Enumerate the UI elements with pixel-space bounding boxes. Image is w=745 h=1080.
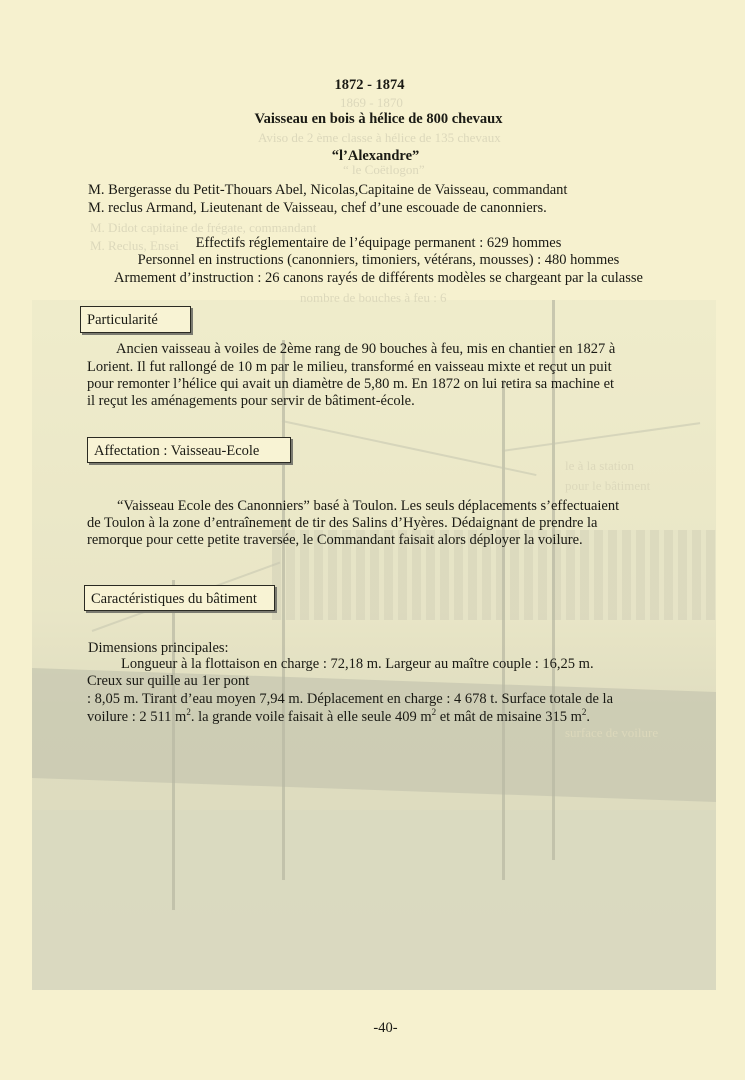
dimensions-line: : 8,05 m. Tirant d’eau moyen 7,94 m. Déplacement en charge : 4 678 t. Surface totale de la: [87, 691, 614, 707]
ghost-text: Aviso de 2 ème classe à hélice de 135 chevaux: [258, 130, 501, 145]
page-years: 1872 - 1874: [334, 77, 405, 93]
ghost-text: M. Didot capitaine de frégate, commandant: [90, 220, 317, 235]
ship-name: “l’Alexandre”: [331, 148, 420, 164]
period-text: .: [586, 709, 591, 725]
mainsail-text: . la grande voile faisait à elle seule 409 m: [190, 709, 432, 725]
superscript: 2: [186, 707, 191, 718]
ghost-text: surface de voilure: [565, 725, 659, 740]
ghost-text: M. Reclus, Ensei: [90, 238, 179, 253]
dimensions-line: Creux sur quille au 1er pont: [87, 673, 250, 689]
ship-subtitle: Vaisseau en bois à hélice de 800 chevaux: [254, 111, 503, 127]
section-label-caracteristiques: Caractéristiques du bâtiment: [84, 585, 275, 611]
superscript: 2: [581, 707, 587, 718]
particularite-line: pour remonter l’hélice qui avait un diamètre de 5,80 m. En 1872 on lui retira sa machine et: [87, 376, 615, 392]
officer-line: M. Bergerasse du Petit-Thouars Abel, Nicolas,Capitaine de Vaisseau, commandant: [88, 182, 568, 198]
officer-line: M. reclus Armand, Lieutenant de Vaisseau, chef d’une escouade de canonniers.: [88, 200, 547, 216]
crew-line: Armement d’instruction : 26 canons rayés de différents modèles se chargeant par la culasse: [114, 270, 643, 286]
superscript: 2: [431, 707, 437, 718]
ghost-text: “ le Coëtlogon”: [343, 162, 425, 177]
page-number: -40-: [373, 1020, 398, 1036]
sail-area-text: voilure : 2 511 m: [87, 709, 187, 725]
particularite-line: Ancien vaisseau à voiles de 2ème rang de 90 bouches à feu, mis en chantier en 1827 à: [116, 341, 616, 357]
crew-line: Effectifs réglementaire de l’équipage permanent : 629 hommes: [195, 235, 562, 251]
affectation-line: “Vaisseau Ecole des Canonniers” basé à Toulon. Les seuls déplacements s’effectuaient: [117, 498, 620, 514]
ghost-text: le à la station: [565, 458, 634, 473]
section-label-affectation: Affectation : Vaisseau-Ecole: [87, 437, 291, 463]
dimensions-line: [87, 708, 590, 726]
foremast-text: et mât de misaine 315 m: [436, 709, 582, 725]
ghost-text: nombre de bouches à feu : 6: [300, 290, 447, 305]
particularite-line: il reçut les aménagements pour servir de bâtiment-école.: [87, 393, 415, 409]
particularite-line: Lorient. Il fut rallongé de 10 m par le milieu, transformé en vaisseau mixte et reçut un puit: [87, 359, 612, 375]
ghost-text: 1869 - 1870: [340, 95, 403, 110]
affectation-line: de Toulon à la zone d’entraînement de tir des Salins d’Hyères. Dédaignant de prendre la: [87, 515, 598, 531]
ghost-text: pour le bâtiment: [565, 478, 651, 493]
dimensions-heading: Dimensions principales:: [88, 640, 229, 656]
crew-line: Personnel en instructions (canonniers, timoniers, vétérans, mousses) : 480 hommes: [137, 252, 620, 268]
section-label-particularite: Particularité: [80, 306, 191, 333]
dimensions-line: Longueur à la flottaison en charge : 72,18 m. Largeur au maître couple : 16,25 m.: [121, 656, 594, 672]
affectation-line: remorque pour cette petite traversée, le Commandant faisait alors déployer la voilure.: [87, 532, 583, 548]
